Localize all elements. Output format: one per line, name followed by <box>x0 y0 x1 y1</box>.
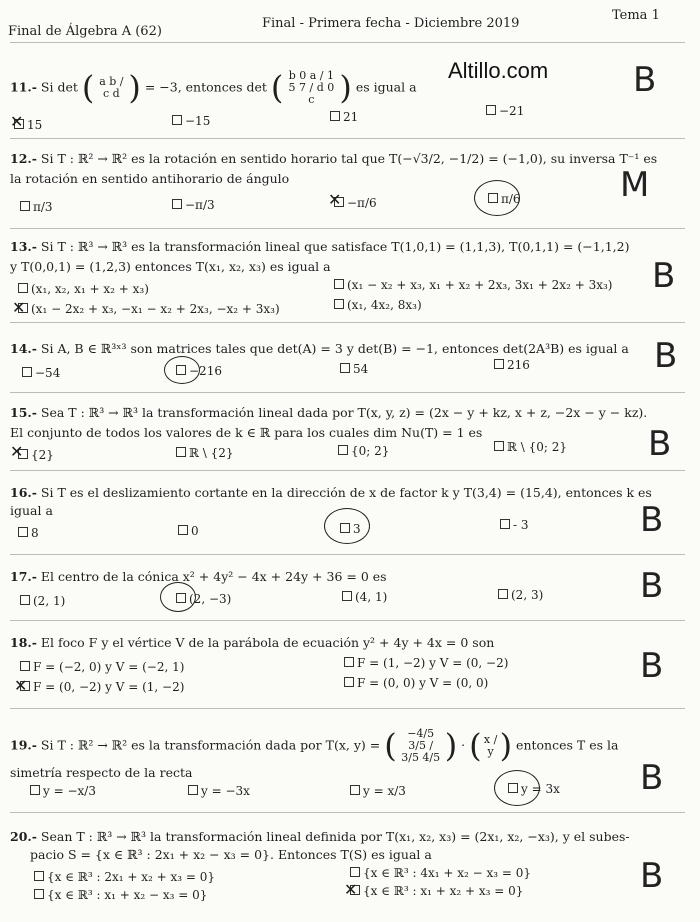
q16-grade-mark: B <box>640 500 664 540</box>
q15-grade-mark: B <box>648 424 672 464</box>
divider <box>10 620 685 621</box>
q13-option-c[interactable]: (x₁ − 2x₂ + x₃, −x₁ − x₂ + 2x₃, −x₂ + 3x₃) <box>18 302 280 316</box>
q19-vector: x / y <box>483 733 498 758</box>
q11-pre: Si det <box>40 79 78 95</box>
q11-option-a[interactable]: 15 <box>14 118 42 132</box>
q11-matrix-1: a b / c d <box>99 75 124 100</box>
q12-stem-line2: la rotación en sentido antihorario de ángulo <box>10 171 290 186</box>
q13-grade-mark: B <box>652 256 676 296</box>
q15-stem-line2: El conjunto de todos los valores de k ∈ ℝ para los cuales dim Nu(T) = 1 es <box>10 425 483 440</box>
q13-option-d[interactable]: (x₁, 4x₂, 8x₃) <box>334 298 422 312</box>
q17-stem: 17.- El centro de la cónica x² + 4y² − 4x + 24y + 36 = 0 es <box>10 569 387 584</box>
q14-option-c[interactable]: 54 <box>340 362 368 376</box>
q19-option-a[interactable]: y = −x/3 <box>30 784 96 798</box>
course-title: Final de Álgebra A (62) <box>8 24 162 39</box>
q17-circle-mark <box>160 582 196 612</box>
q15-cross-mark: ✕ <box>10 442 24 461</box>
q12-option-d[interactable]: π/6 <box>488 192 521 206</box>
q11-grade-mark: B <box>633 60 657 100</box>
q17-option-c[interactable]: (4, 1) <box>342 590 387 604</box>
q16-option-c[interactable]: 3 <box>340 522 361 536</box>
watermark-brand: Altillo.com <box>448 58 549 83</box>
q19-matrix: −4/5 3/5 / 3/5 4/5 <box>401 727 441 764</box>
q19-option-b[interactable]: y = −3x <box>188 784 250 798</box>
q11-post: es igual a <box>355 79 417 95</box>
divider <box>10 322 685 323</box>
q16-option-a[interactable]: 8 <box>18 526 39 540</box>
q11-option-b[interactable]: −15 <box>172 114 210 128</box>
q18-grade-mark: B <box>640 646 664 686</box>
q14-option-d[interactable]: 216 <box>494 358 530 372</box>
q16-stem-line2: igual a <box>10 503 53 518</box>
q13-stem-line2: y T(0,0,1) = (1,2,3) entonces T(x₁, x₂, x₃) es igual a <box>10 259 331 274</box>
q15-stem: 15.- Sea T : ℝ³ → ℝ³ la transformación lineal dada por T(x, y, z) = (2x − y + kz, x + z, −2x − y − kz). <box>10 405 648 420</box>
q14-grade-mark: B <box>654 336 678 376</box>
q19-grade-mark: B <box>640 758 664 798</box>
q20-stem: 20.- Sean T : ℝ³ → ℝ³ la transformación lineal definida por T(x₁, x₂, x₃) = (2x₁, x₂, −x₃), y el subes- <box>10 829 630 844</box>
q20-grade-mark: B <box>640 856 664 896</box>
q11-cross-mark: ✕ <box>10 112 24 131</box>
q13-stem: 13.- Si T : ℝ³ → ℝ³ es la transformación lineal que satisface T(1,0,1) = (1,1,3), T(0,1,1) = (−1,1,2) <box>10 239 630 254</box>
q16-stem: 16.- Si T es el deslizamiento cortante en la dirección de x de factor k y T(3,4) = (15,4), entonces k es <box>10 485 652 500</box>
q12-option-a[interactable]: π/3 <box>20 200 53 214</box>
q11-number: 11.- <box>10 79 37 95</box>
q12-option-b[interactable]: −π/3 <box>172 198 215 212</box>
q19-circle-mark <box>494 770 540 806</box>
q19-stem-line2: simetría respecto de la recta <box>10 765 193 780</box>
q16-option-b[interactable]: 0 <box>178 524 199 538</box>
q17-option-b[interactable]: (2, −3) <box>176 592 231 606</box>
q17-grade-mark: B <box>640 566 664 606</box>
q12-stem: 12.- Si T : ℝ² → ℝ² es la rotación en sentido horario tal que T(−√3/2, −1/2) = (−1,0), su inversa T⁻¹ es <box>10 151 658 166</box>
q18-option-a[interactable]: F = (−2, 0) y V = (−2, 1) <box>20 660 184 674</box>
q11-mid: = −3, entonces det <box>144 79 267 95</box>
q17-option-d[interactable]: (2, 3) <box>498 588 543 602</box>
q16-option-d[interactable]: - 3 <box>500 518 529 532</box>
divider <box>10 392 685 393</box>
q19-option-c[interactable]: y = x/3 <box>350 784 406 798</box>
q19-option-d[interactable]: y = 3x <box>508 782 560 796</box>
q16-circle-mark <box>324 508 370 544</box>
q18-stem: 18.- El foco F y el vértice V de la parábola de ecuación y² + 4y + 4x = 0 son <box>10 635 495 650</box>
q11-option-d[interactable]: −21 <box>486 104 524 118</box>
divider <box>10 138 685 139</box>
q11-option-c[interactable]: 21 <box>330 110 358 124</box>
q20-option-c[interactable]: {x ∈ ℝ³ : x₁ + x₂ − x₃ = 0} <box>34 888 207 902</box>
divider <box>10 42 685 43</box>
q18-option-b[interactable]: F = (1, −2) y V = (0, −2) <box>344 656 508 670</box>
q13-option-b[interactable]: (x₁ − x₂ + x₃, x₁ + x₂ + 2x₃, 3x₁ + 2x₂ + 3x₃) <box>334 278 612 292</box>
divider <box>10 554 685 555</box>
q15-option-a[interactable]: {2} <box>18 448 54 462</box>
q20-stem-line2: pacio S = {x ∈ ℝ³ : 2x₁ + x₂ − x₃ = 0}. Entonces T(S) es igual a <box>30 847 432 862</box>
divider <box>10 470 685 471</box>
q20-cross-mark: ✕ <box>344 880 358 899</box>
q13-option-a[interactable]: (x₁, x₂, x₁ + x₂ + x₃) <box>18 282 149 296</box>
q11-stem: 11.- Si det ( a b / c d ) = −3, entonces det ( b 0 a / 1 5 7 / d 0 c ) es igual a <box>10 68 417 107</box>
divider <box>10 812 685 813</box>
q15-option-c[interactable]: {0; 2} <box>338 444 389 458</box>
tema-label: Tema 1 <box>612 8 660 23</box>
q14-circle-mark <box>164 356 200 384</box>
q18-option-d[interactable]: F = (0, 0) y V = (0, 0) <box>344 676 488 690</box>
q13-cross-mark: ✕ <box>12 298 26 317</box>
q12-circle-mark <box>474 180 520 216</box>
q20-option-a[interactable]: {x ∈ ℝ³ : 2x₁ + x₂ + x₃ = 0} <box>34 870 215 884</box>
q17-option-a[interactable]: (2, 1) <box>20 594 65 608</box>
q20-option-d[interactable]: {x ∈ ℝ³ : x₁ + x₂ + x₃ = 0} <box>350 884 523 898</box>
q12-grade-mark: M <box>620 165 650 205</box>
q14-option-b[interactable]: −216 <box>176 364 222 378</box>
q12-option-c[interactable]: −π/6 <box>334 196 377 210</box>
q15-option-b[interactable]: ℝ \ {2} <box>176 446 234 460</box>
q18-cross-mark: ✕ <box>14 676 28 695</box>
q11-matrix-2: b 0 a / 1 5 7 / d 0 c <box>288 69 335 106</box>
q18-option-c[interactable]: F = (0, −2) y V = (1, −2) <box>20 680 184 694</box>
divider <box>10 708 685 709</box>
exam-title: Final - Primera fecha - Diciembre 2019 <box>262 16 520 31</box>
q12-cross-mark: ✕ <box>328 190 342 209</box>
divider <box>10 228 685 229</box>
q15-option-d[interactable]: ℝ \ {0; 2} <box>494 440 567 454</box>
q14-stem: 14.- Si A, B ∈ ℝ³ˣ³ son matrices tales que det(A) = 3 y det(B) = −1, entonces det(2A³B) es igual a <box>10 341 629 356</box>
q14-option-a[interactable]: −54 <box>22 366 60 380</box>
q20-option-b[interactable]: {x ∈ ℝ³ : 4x₁ + x₂ − x₃ = 0} <box>350 866 531 880</box>
q19-stem: 19.- Si T : ℝ² → ℝ² es la transformación dada por T(x, y) = ( −4/5 3/5 / 3/5 4/5 ) · ( x / y ) entonces T es la <box>10 726 619 765</box>
